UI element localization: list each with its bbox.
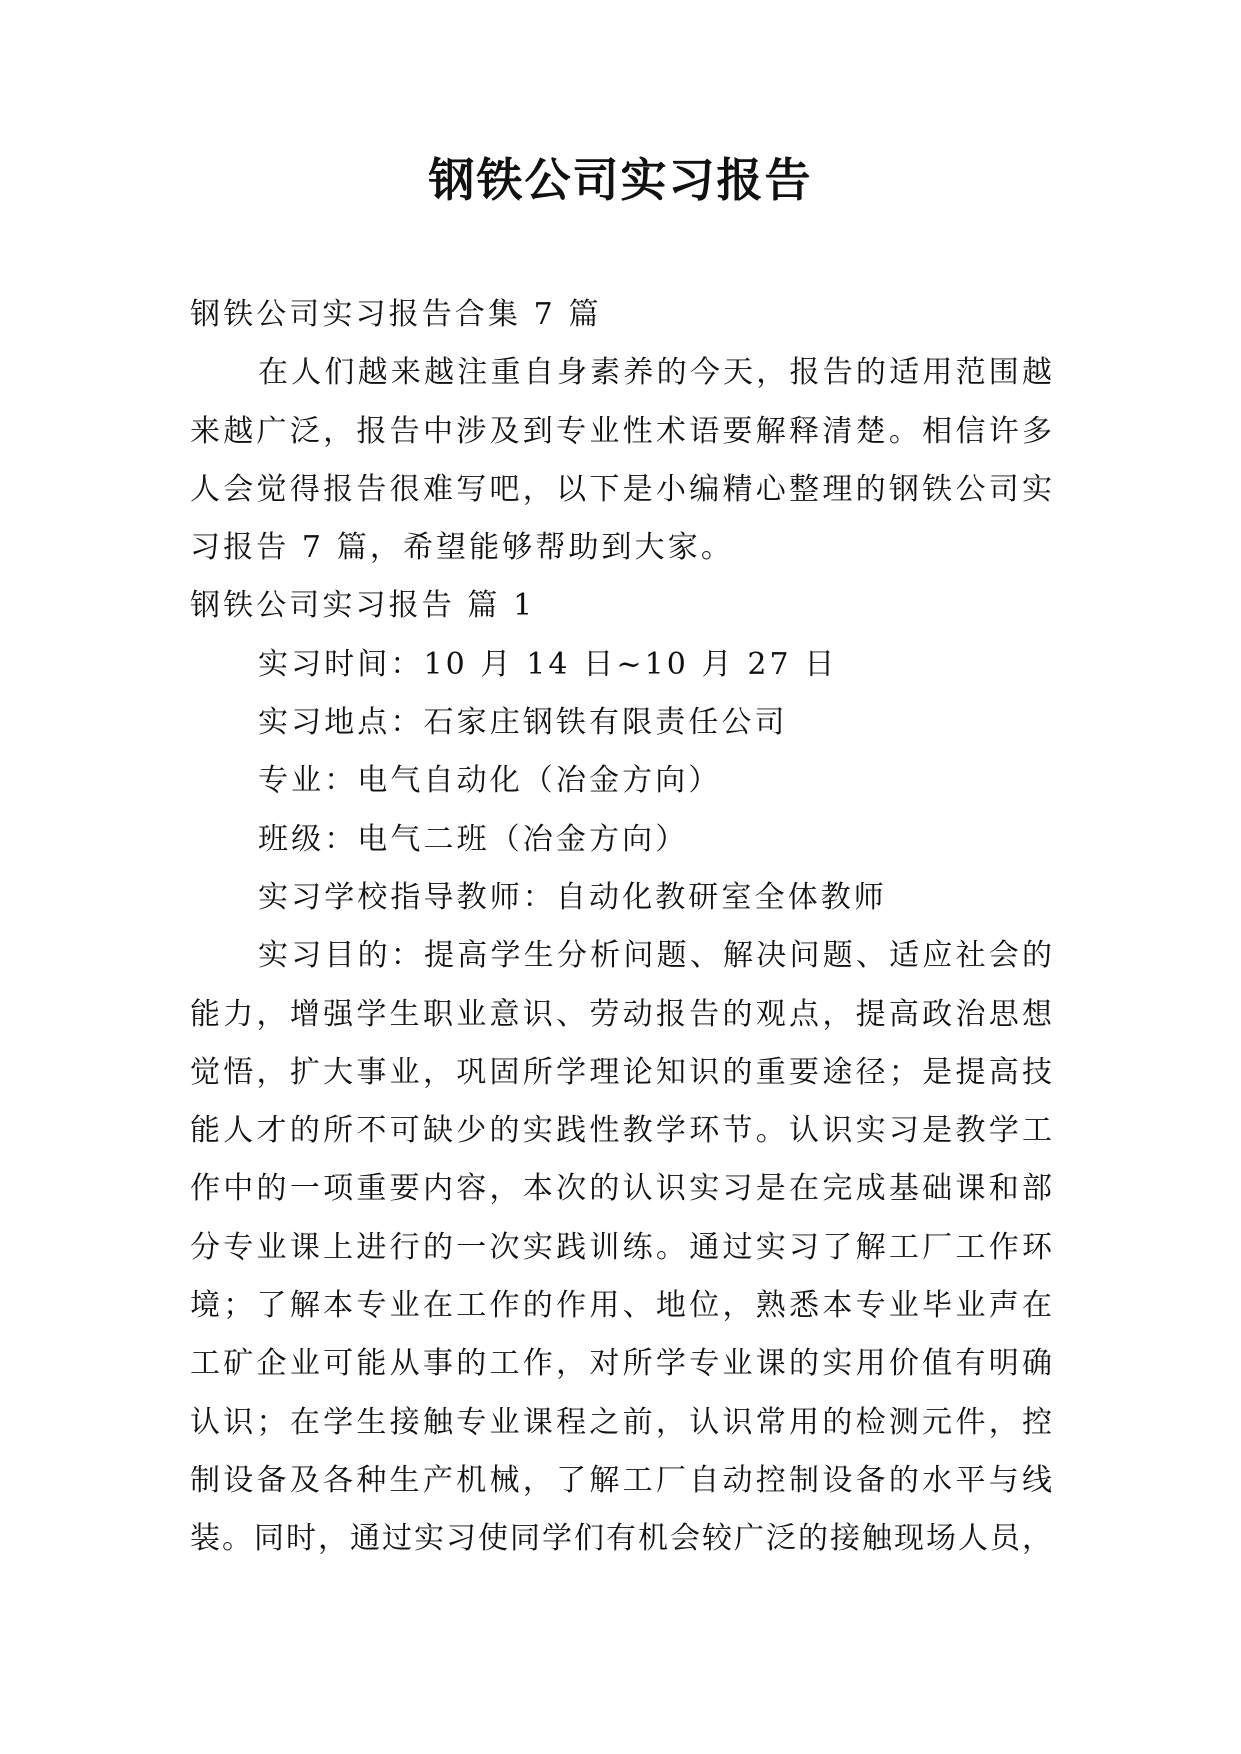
text-line: 班级：电气二班（冶金方向） — [258, 821, 689, 857]
text-line: 能力，增强学生职业意识、劳动报告的观点，提高政治思想 — [190, 996, 1052, 1032]
text-line: 来越广泛，报告中涉及到专业性术语要解释清楚。相信许多 — [190, 413, 1052, 449]
text-line: 装。同时，通过实习使同学们有机会较广泛的接触现场人员， — [190, 1521, 1052, 1557]
text-line: 能人才的所不可缺少的实践性教学环节。认识实习是教学工 — [190, 1113, 1052, 1149]
text-line: 认识；在学生接触专业课程之前，认识常用的检测元件，控 — [190, 1404, 1052, 1440]
document-title: 钢铁公司实习报告 — [428, 153, 813, 207]
text-line: 境；了解本专业在工作的作用、地位，熟悉本专业毕业声在 — [190, 1288, 1052, 1324]
text-line: 在人们越来越注重自身素养的今天，报告的适用范围越 — [258, 355, 1052, 391]
text-line: 钢铁公司实习报告 篇 1 — [190, 588, 536, 624]
text-line: 分专业课上进行的一次实践训练。通过实习了解工厂工作环 — [190, 1229, 1052, 1265]
text-line: 工矿企业可能从事的工作，对所学专业课的实用价值有明确 — [190, 1346, 1052, 1382]
text-line: 制设备及各种生产机械，了解工厂自动控制设备的水平与线 — [190, 1462, 1052, 1498]
text-line: 实习时间：10 月 14 日~10 月 27 日 — [258, 646, 838, 682]
text-line: 专业：电气自动化（冶金方向） — [258, 763, 722, 799]
text-line: 习报告 7 篇，希望能够帮助到大家。 — [190, 530, 734, 566]
text-line: 钢铁公司实习报告合集 7 篇 — [190, 297, 602, 332]
text-line: 实习地点：石家庄钢铁有限责任公司 — [258, 705, 788, 741]
text-line: 实习学校指导教师：自动化教研室全体教师 — [258, 879, 887, 915]
text-line: 实习目的：提高学生分析问题、解决问题、适应社会的 — [258, 938, 1052, 974]
text-line: 人会觉得报告很难写吧，以下是小编精心整理的钢铁公司实 — [190, 471, 1052, 507]
document-body — [190, 286, 1052, 1569]
text-line: 作中的一项重要内容，本次的认识实习是在完成基础课和部 — [190, 1171, 1052, 1207]
text-line: 觉悟，扩大事业，巩固所学理论知识的重要途径；是提高技 — [190, 1054, 1052, 1090]
